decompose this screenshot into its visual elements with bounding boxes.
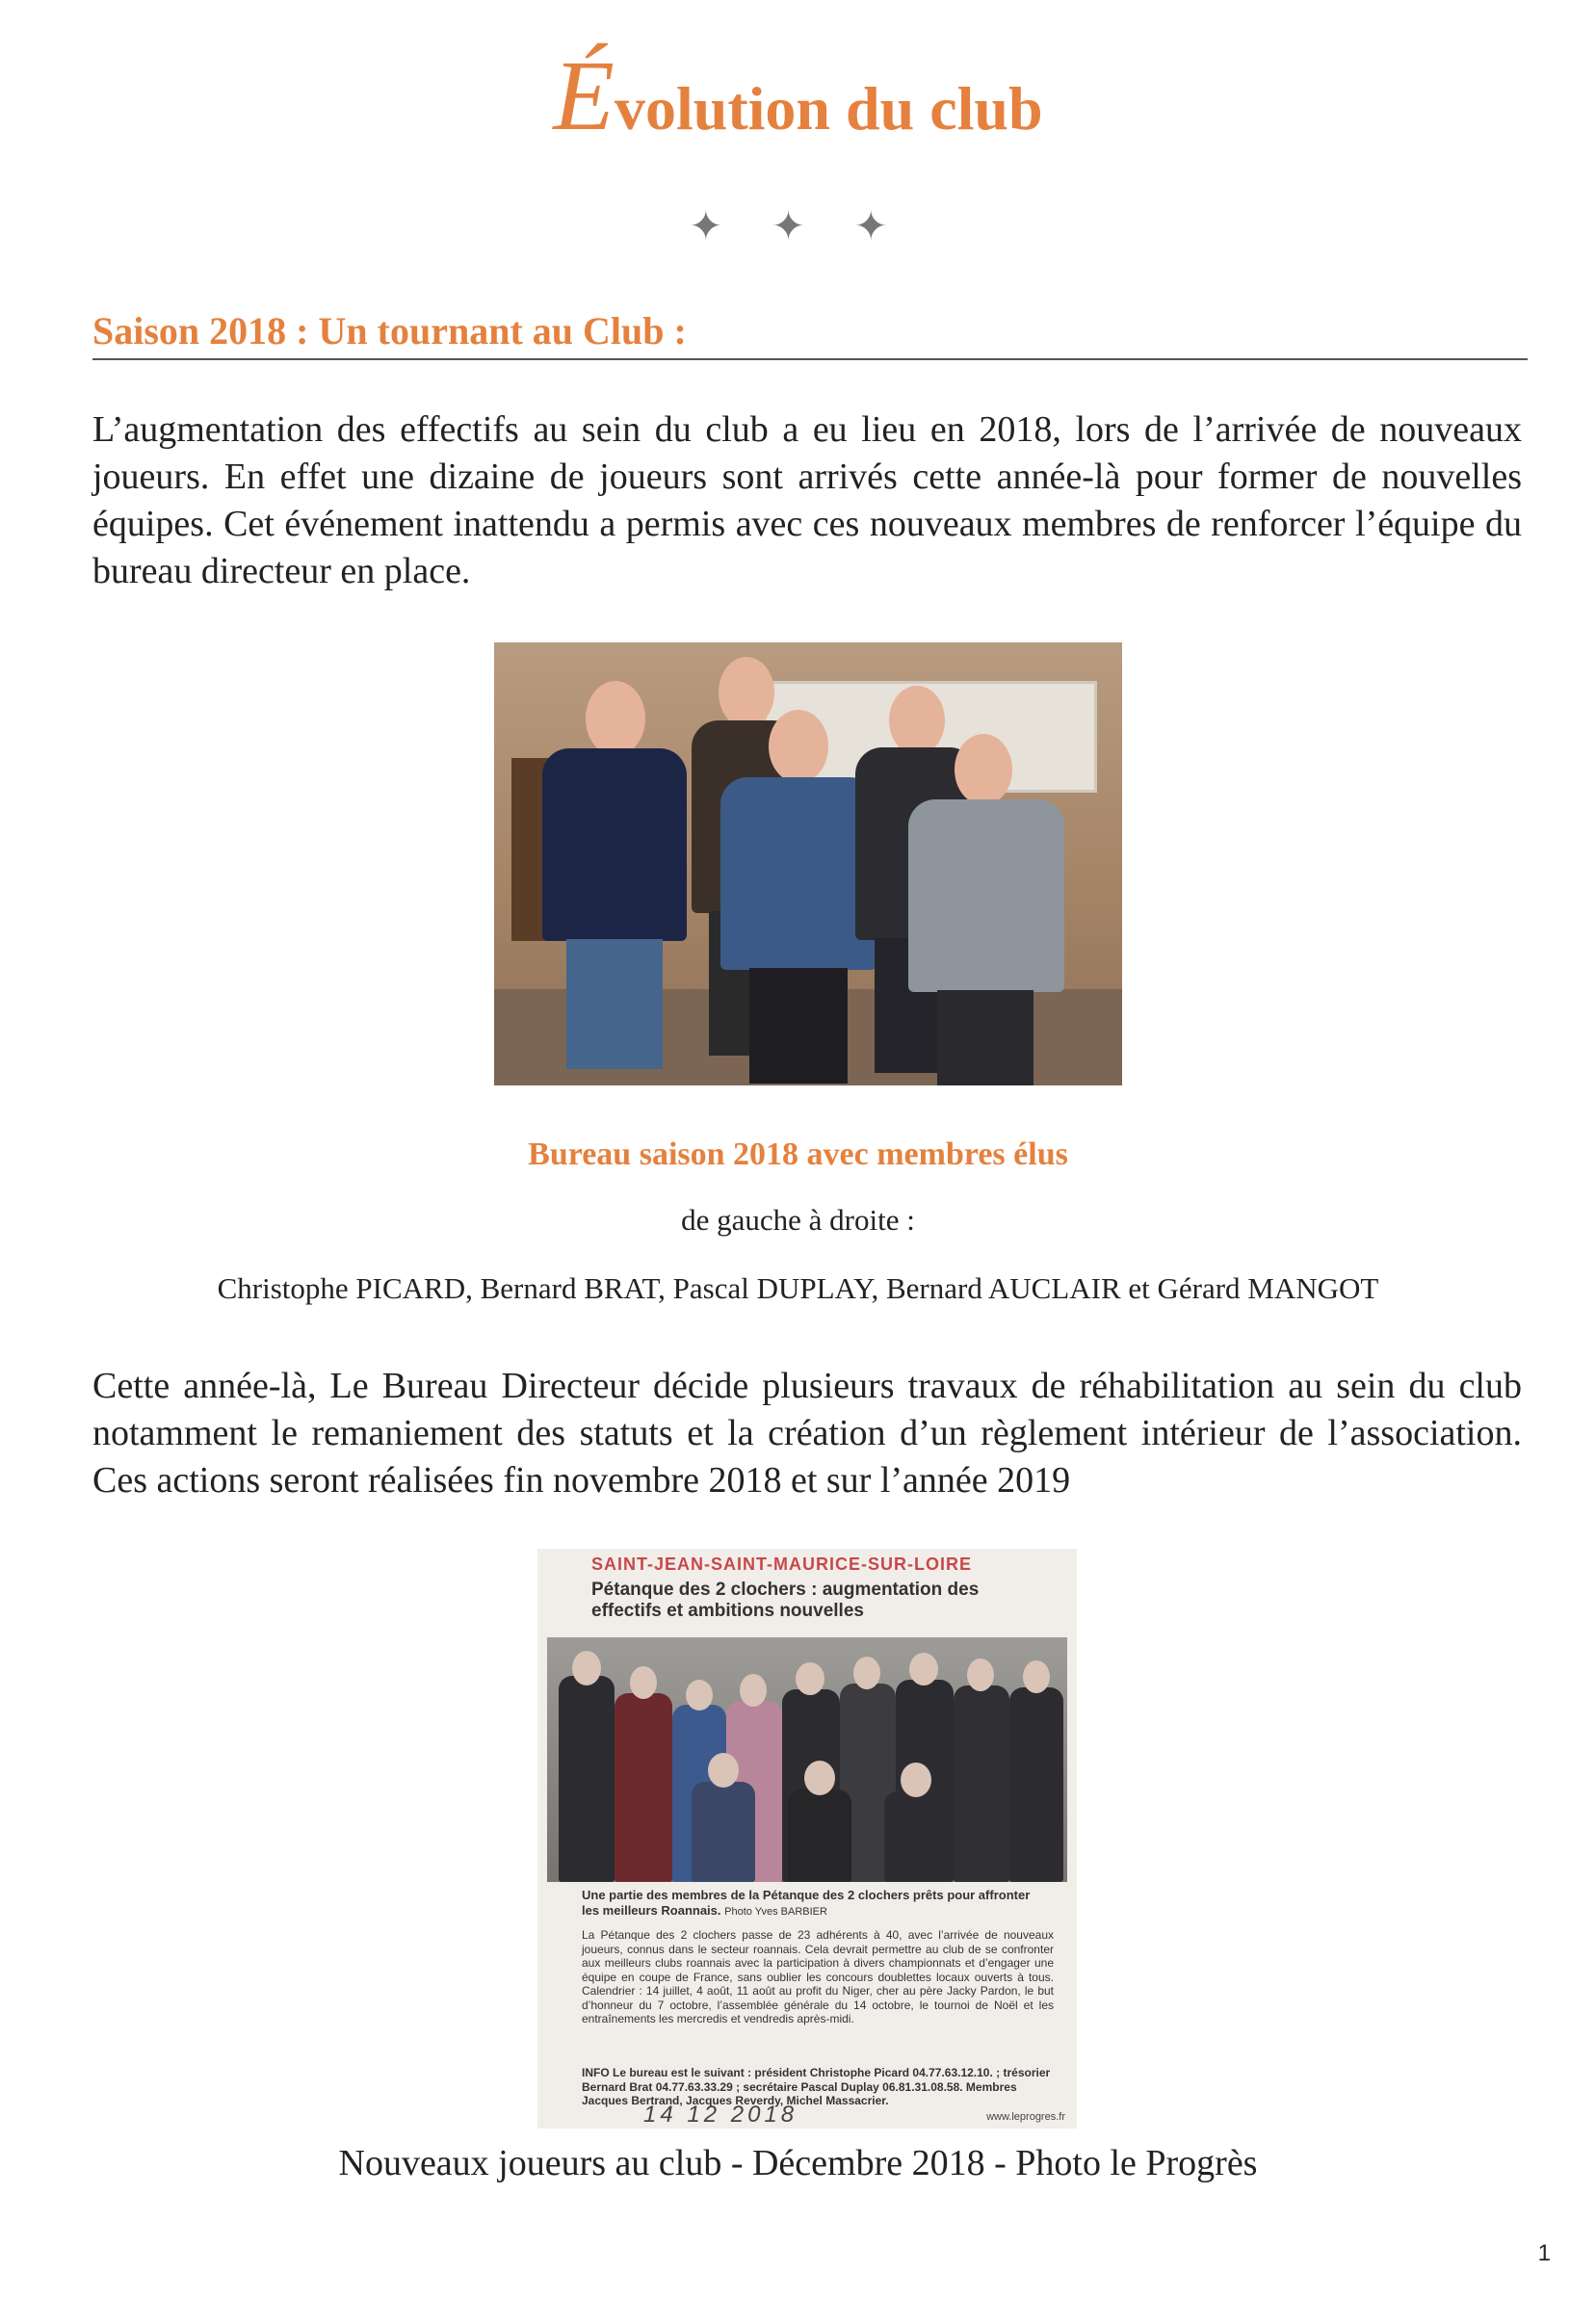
bureau-paragraph: Cette année-là, Le Bureau Directeur décide plusieurs travaux de réhabilitation au sein du club notamment le remaniement des statuts et la création d’un règlement intérieur de l’association. Ces actions seront réalisées fin novembre 2018 et sur l’année 2019 [92,1366,1522,1501]
clipping-info: INFO Le bureau est le suivant : président Christophe Picard 04.77.63.12.10. ; trésorier Bernard Brat 04.77.63.33.29 ; secrétaire Pascal Duplay 06.81.31.08.58. Membres Jacques Bertrand, Jacques Reverdy, Michel Massacrier. [582,2066,1051,2107]
clipping-date: 14 12 2018 [643,2102,798,2128]
section-heading: Saison 2018 : Un tournant au Club : [92,304,1528,360]
photo-caption-title: Bureau saison 2018 avec membres élus [528,1136,1068,1172]
clipping-headline: Pétanque des 2 clochers : augmentation des effectifs et ambitions nouvelles [591,1580,980,1621]
newspaper-clipping [537,1549,1077,2129]
clipping-caption: Nouveaux joueurs au club - Décembre 2018 - Photo le Progrès [338,2143,1258,2183]
title-rest: volution du club [614,74,1043,143]
bureau-team-photo [494,642,1122,1085]
page-title [0,40,1596,151]
clipping-body: La Pétanque des 2 clochers passe de 23 adhérents à 40, avec l’arrivée de nouveaux joueurs, connus dans le secteur roannais. Cela devrait permettre au club de se confronter aux meilleurs clubs roannais avec la participation à divers championnats et d’engager une équipe en coupe de France, sans oublier les concours doublettes locaux ouverts à tous. Calendrier : 14 juillet, 4 août, 11 août au profit du Niger, cher au père Jacky Pardon, le but d’honneur du 7 octobre, l’assemblée générale du 14 octobre, le tournoi de Noël et les entraînements les mercredis et vendredis après-midi. [582,1928,1054,2025]
clipping-group-photo [547,1637,1067,1882]
clipping-place: SAINT-JEAN-SAINT-MAURICE-SUR-LOIRE [591,1554,973,1574]
photo-caption-names: Christophe PICARD, Bernard BRAT, Pascal DUPLAY, Bernard AUCLAIR et Gérard MANGOT [217,1271,1379,1305]
clipping-photo-credit: Photo Yves BARBIER [724,1906,827,1918]
page-number: 1 [1537,2240,1551,2266]
clipping-caption-text: Une partie des membres de la Pétanque des 2 clochers prêts pour affronter les meilleurs Roannais. [582,1888,1031,1918]
photo-caption-subtitle: de gauche à droite : [681,1203,915,1237]
clipping-photo-caption [582,1888,1044,1920]
intro-paragraph: L’augmentation des effectifs au sein du club a eu lieu en 2018, lors de l’arrivée de nouveaux joueurs. En effet une dizaine de joueurs sont arrivés cette année-là pour former de nouvelles équipes. Cet événement inattendu a permis avec ces nouveaux membres de renforcer l’équipe du bureau directeur en place. [92,409,1522,591]
title-initial: É [553,40,615,151]
clipping-site: www.leprogres.fr [986,2111,1065,2123]
star-ornament: ✦ ✦ ✦ [689,205,907,249]
